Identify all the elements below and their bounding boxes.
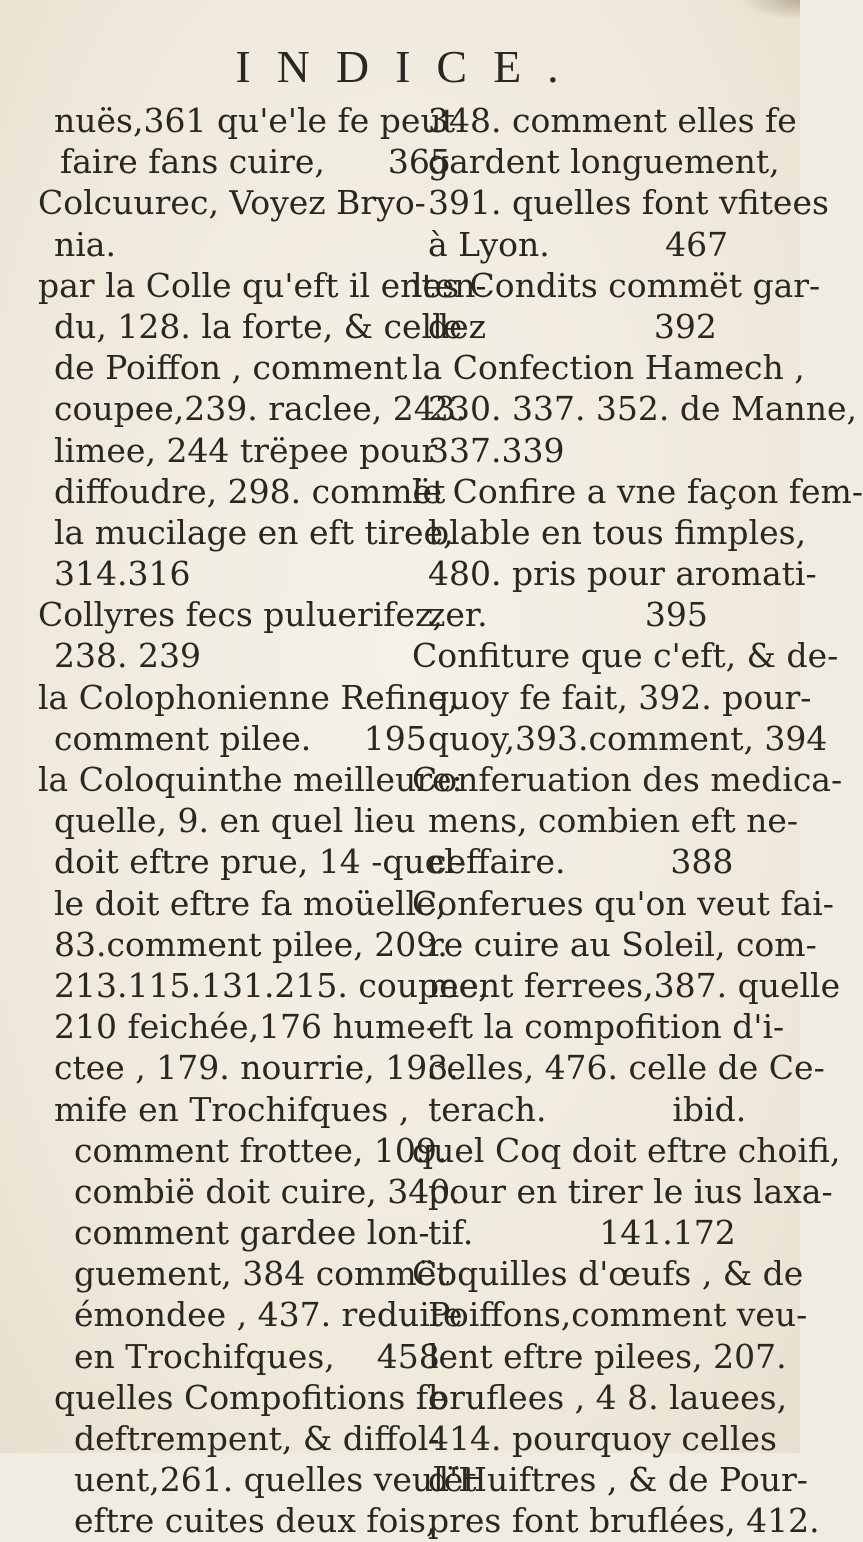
index-line: à Lyon. 467 <box>428 224 729 264</box>
index-line: émondee , 437. reduite <box>74 1295 463 1335</box>
index-line: la mucilage en eft tiree, <box>54 512 454 552</box>
index-line: coupee,239. raclee, 243. <box>54 389 467 429</box>
index-line: 230. 337. 352. de Manne, <box>428 389 858 429</box>
index-line: 391. quelles font vfitees <box>428 183 829 223</box>
index-line: doit eftre prue, 14 -quel- <box>54 842 467 882</box>
index-line: bruflees , 4 8. lauees, <box>428 1377 788 1417</box>
index-line: 314.316 <box>54 554 191 594</box>
index-line: nuës,361 qu'e'le fe peut <box>54 101 455 140</box>
index-line: dez 392 <box>428 306 717 346</box>
index-line: comment pilee. 195 <box>54 718 427 758</box>
index-line: quoy,393.comment, 394 <box>428 718 828 758</box>
index-line: ctee , 179. nourrie, 193. <box>54 1048 459 1088</box>
index-line: Coquilles d'œufs , & de <box>412 1254 804 1294</box>
index-line: faire fans cuire, 365 <box>60 142 451 182</box>
right-column <box>412 100 863 1542</box>
index-line: diffoudre, 298. commët <box>54 471 446 511</box>
index-line: terach. ibid. <box>428 1089 747 1129</box>
index-line: uent,261. quelles veulët <box>74 1460 477 1500</box>
index-line: 337.339 <box>428 430 565 470</box>
index-line: nia. <box>54 224 116 264</box>
index-line: ceffaire. 388 <box>428 842 734 882</box>
index-line: par la Colle qu'eft il enten- <box>38 265 487 305</box>
index-line: limee, 244 trëpee pour <box>54 430 438 470</box>
index-line: Poiffons,comment veu- <box>428 1295 808 1335</box>
index-line: 213.115.131.215. coupee, <box>54 965 489 1005</box>
index-line: re cuire au Soleil, com- <box>428 924 817 964</box>
index-line: mens, combien eft ne- <box>428 801 799 841</box>
index-line: le doit eftre fa moüelle, <box>54 883 447 923</box>
index-line: gardent longuement, <box>428 142 780 182</box>
index-line: d'Huiftres , & de Pour- <box>428 1460 808 1500</box>
index-line: 238. 239 <box>54 636 201 676</box>
left-column <box>38 100 489 1542</box>
index-line: du, 128. la forte, & celle <box>54 306 463 346</box>
index-line: Collyres fecs puluerifez, <box>38 595 443 635</box>
index-line: pres font bruflées, 412. <box>428 1501 820 1541</box>
index-line: Conferues qu'on veut fai- <box>412 883 834 923</box>
index-line: quel Coq doit eftre choifi, <box>412 1130 841 1170</box>
index-line: lent eftre pilees, 207. <box>428 1336 787 1376</box>
index-line: tif. 141.172 <box>428 1213 736 1253</box>
index-line: de Poiffon , comment <box>54 348 408 388</box>
index-line: Colcuurec, Voyez Bryo- <box>38 183 426 223</box>
page-stain <box>740 0 800 20</box>
index-line: 480. pris pour aromati- <box>428 554 817 594</box>
index-line: Confiture que c'eft, & de- <box>412 636 839 676</box>
index-line: blable en tous fimples, <box>428 512 807 552</box>
index-line: pour en tirer le ius laxa- <box>428 1171 833 1211</box>
index-line: les Condits commët gar- <box>412 265 821 305</box>
index-line: combië doit cuire, 340. <box>74 1171 461 1211</box>
index-line: en Trochifques, 458 <box>74 1336 440 1376</box>
index-line: celles, 476. celle de Ce- <box>428 1048 825 1088</box>
index-line: zer. 395 <box>428 595 708 635</box>
index-line: eftre cuites deux fois, <box>74 1501 437 1541</box>
index-line: eft la compofition d'i- <box>428 1007 785 1047</box>
index-line: quelles Compofitions fe <box>54 1377 448 1417</box>
index-line: guement, 384 commët <box>74 1254 450 1294</box>
index-line: Conferuation des medica- <box>412 760 843 799</box>
index-line: mife en Trochifques , <box>54 1089 410 1129</box>
index-line: la Colophonienne Refine, <box>38 677 459 717</box>
index-line: ment ferrees,387. quelle <box>428 965 841 1005</box>
index-line: 348. comment elles fe <box>428 101 797 140</box>
page-heading: INDICE. <box>235 41 585 92</box>
index-line: 83.comment pilee, 209. <box>54 924 448 964</box>
index-line: deftrempent, & diffol- <box>74 1419 440 1458</box>
index-line: 210 feichée,176 hume- <box>54 1007 438 1047</box>
index-line: 414. pourquoy celles <box>428 1419 777 1458</box>
index-line: la Confection Hamech , <box>412 348 805 388</box>
index-line: comment gardee lon- <box>74 1213 430 1253</box>
index-line: quelle, 9. en quel lieu <box>54 801 416 841</box>
index-line: le Confire a vne façon fem- <box>412 471 863 511</box>
index-line: quoy fe fait, 392. pour- <box>428 677 812 717</box>
index-line: la Coloquinthe meilleure: <box>38 760 463 799</box>
index-line: comment frottee, 109. <box>74 1130 448 1170</box>
